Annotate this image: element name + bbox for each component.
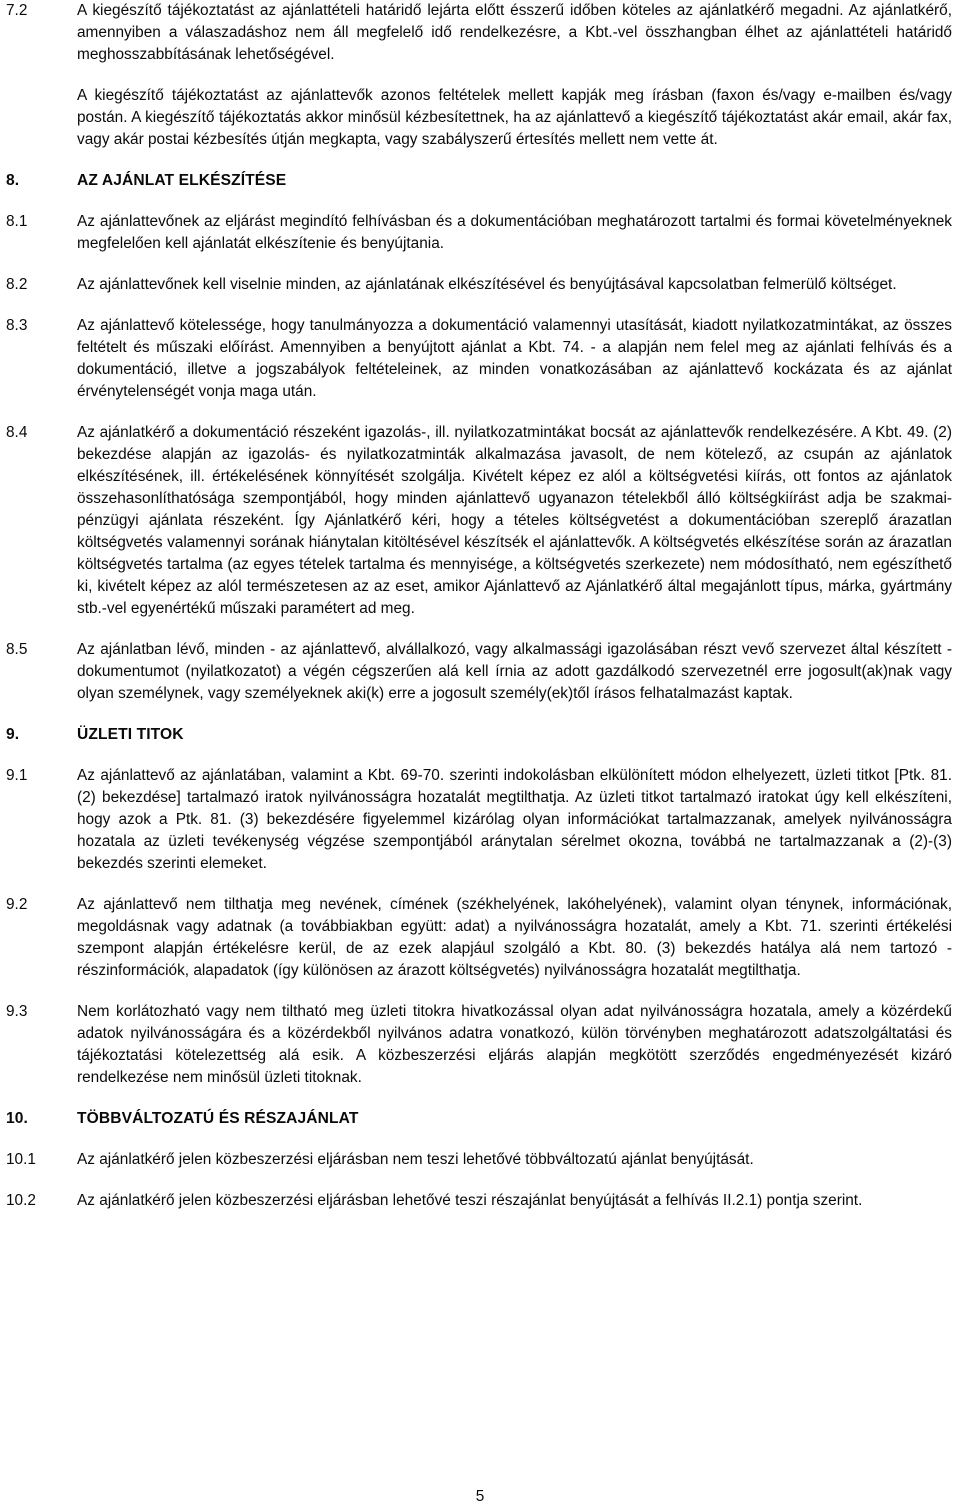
paragraph: Az ajánlattevőnek az eljárást megindító felhívásban és a dokumentációban meghatározott tartalmi és formai követelményeknek megfelelően kell ajánlatát elkészítenie és benyújtania. xyxy=(77,213,952,252)
paragraph: Az ajánlattevő nem tilthatja meg nevének, címének (székhelyének, lakóhelyének), valamint olyan ténynek, információnak, megoldásnak vagy adatnak (a továbbiakban együtt: adat) a nyilvánosságra hozatalát, amely a Kbt. 71. szerinti értékelési szempont alapján értékelésre kerül, de az ezek alapjául szolgáló a Kbt. 80. (3) bekezdés hatálya alá nem tartozó - részinformációk, alapadatok (így különösen az árazott költségvetés) nyilvánosságra hozatalát megtilthatja. xyxy=(77,896,952,979)
section-7-2 xyxy=(0,0,956,151)
paragraph: Az ajánlattevőnek kell viselnie minden, az ajánlatának elkészítésével és benyújtásával kapcsolatban felmerülő költséget. xyxy=(77,276,897,293)
section-9-2 xyxy=(0,894,956,982)
paragraph: A kiegészítő tájékoztatást az ajánlattevők azonos feltételek mellett kapják meg írásban (faxon és/vagy e-mailben és/vagy postán. A kiegészítő tájékoztatás akkor minősül kézbesítettnek, ha az ajánlattevő a kiegészítő tájékoztatást akár email, akár fax, vagy akár postai kézbesítés útján megkapta, vagy szabályszerű értesítés mellett nem vette át. xyxy=(77,87,952,148)
heading-number: 8. xyxy=(6,172,20,189)
section-10-2 xyxy=(0,1190,956,1212)
section-number: 9.3 xyxy=(6,1003,28,1020)
section-10-1 xyxy=(0,1149,956,1171)
section-number: 9.2 xyxy=(6,896,28,913)
heading-title: AZ AJÁNLAT ELKÉSZÍTÉSE xyxy=(77,172,287,189)
heading-9 xyxy=(0,724,960,746)
heading-title: ÜZLETI TITOK xyxy=(77,726,184,743)
section-number: 7.2 xyxy=(6,2,28,19)
page-number: 5 xyxy=(475,1488,485,1505)
paragraph: Az ajánlatban lévő, minden - az ajánlattevő, alvállalkozó, vagy alkalmassági igazolásában részt vevő szervezet által készített - dokumentumot (nyilatkozatot) a végén cégszerűen alá kell írnia az adott gazdálkodó szervezetnél erre jogosult(ak)nak vagy olyan személynek, vagy személyeknek aki(k) erre a jogosult személy(ek)től írásos felhatalmazást kaptak. xyxy=(77,641,952,702)
paragraph: Az ajánlattevő az ajánlatában, valamint a Kbt. 69-70. szerinti indokolásban elkülönített módon elhelyezett, üzleti titkot [Ptk. 81. (2) bekezdése] tartalmazó iratok nyilvánosságra hozatalát megtilthatja. Az üzleti titkot tartalmazó iratokat úgy kell elkészíteni, hogy azok a Ptk. 81. (3) bekezdésére figyelemmel kizárólag olyan információkat tartalmazzanak, amelyek nyilvánosságra hozatala az üzleti tevékenység végzése szempontjából aránytalan sérelmet okozna, továbbá ne tartalmazzanak a (2)-(3) bekezdés szerinti elemeket. xyxy=(77,767,952,872)
section-number: 9.1 xyxy=(6,767,28,784)
heading-number: 9. xyxy=(6,726,20,743)
paragraph: Az ajánlattevő kötelessége, hogy tanulmányozza a dokumentáció valamennyi utasítását, kiadott nyilatkozatmintákat, az összes feltételt és műszaki előírást. Amennyiben a benyújtott ajánlat a Kbt. 74. - a alapján nem felel meg az ajánlati felhívás és a dokumentáció, illetve a jogszabályok feltételeinek, az minden vonatkozásában az ajánlattevő kockázata és az ajánlat érvénytelenségét vonja maga után. xyxy=(77,317,952,400)
section-9-3 xyxy=(0,1001,956,1089)
heading-title: TÖBBVÁLTOZATÚ ÉS RÉSZAJÁNLAT xyxy=(77,1110,359,1127)
section-number: 8.1 xyxy=(6,213,28,230)
heading-10 xyxy=(0,1108,960,1130)
paragraph: A kiegészítő tájékoztatást az ajánlattételi határidő lejárta előtt ésszerű időben köteles az ajánlatkérő megadni. Az ajánlatkérő, amennyiben a válaszadáshoz nem áll megfelelő idő rendelkezésre, a Kbt.-vel összhangban élhet az ajánlattételi határidő meghosszabbításának lehetőségével. xyxy=(77,2,952,63)
section-number: 8.3 xyxy=(6,317,28,334)
heading-number: 10. xyxy=(6,1110,28,1127)
section-9-1 xyxy=(0,765,956,875)
section-8-2 xyxy=(0,274,956,296)
paragraph: Az ajánlatkérő jelen közbeszerzési eljárásban nem teszi lehetővé többváltozatú ajánlat benyújtását. xyxy=(77,1151,754,1168)
section-8-3 xyxy=(0,315,956,403)
section-number: 10.1 xyxy=(6,1151,36,1168)
section-number: 10.2 xyxy=(6,1192,36,1209)
section-8-4 xyxy=(0,422,956,620)
paragraph: Az ajánlatkérő a dokumentáció részeként igazolás-, ill. nyilatkozatmintákat bocsát az ajánlattevők rendelkezésére. A Kbt. 49. (2) bekezdése alapján az igazolás- és nyilatkozatminták alkalmazása javasolt, de nem kötelező, az csupán az ajánlatok elkészítésének, ill. értékelésének könnyítését szolgálja. Kivételt képez ez alól a költségvetési kiírás, ott fontos az ajánlatok összehasonlíthatósága szempontjából, hogy minden ajánlattevő ugyanazon tételekből álló költségkiírást adja be szakmai-pénzügyi ajánlata részeként. Így Ajánlatkérő kéri, hogy a tételes költségvetést a dokumentációban szereplő árazatlan költségvetés valamennyi sorának hiánytalan kitöltésével készítsék el ajánlattevők. A költségvetés elkészítése során az árazatlan költségvetés tartalma (az egyes tételek tartalma és mennyisége, a költségvetés szerkezete) nem módosítható, nem egészíthető ki, kivételt képez az alól természetesen az az eset, amikor Ajánlattevő az Ajánlatkérő által megajánlott típus, márka, gyártmány stb.-vel egyenértékű műszaki paramétert ad meg. xyxy=(77,424,952,617)
heading-8 xyxy=(0,170,960,192)
section-8-1 xyxy=(0,211,956,255)
section-number: 8.2 xyxy=(6,276,28,293)
paragraph: Az ajánlatkérő jelen közbeszerzési eljárásban lehetővé teszi részajánlat benyújtását a felhívás II.2.1) pontja szerint. xyxy=(77,1192,863,1209)
paragraph: Nem korlátozható vagy nem tiltható meg üzleti titokra hivatkozással olyan adat nyilvánosságra hozatala, amely a közérdekű adatok nyilvánosságára és a közérdekből nyilvános adatra vonatkozó, külön törvényben meghatározott adatszolgáltatási és tájékoztatási kötelezettség alá esik. A közbeszerzési eljárás alapján megkötött szerződés engedményezését kizáró rendelkezése nem minősül üzleti titoknak. xyxy=(77,1003,952,1086)
section-number: 8.4 xyxy=(6,424,28,441)
section-8-5 xyxy=(0,639,956,705)
section-number: 8.5 xyxy=(6,641,28,658)
